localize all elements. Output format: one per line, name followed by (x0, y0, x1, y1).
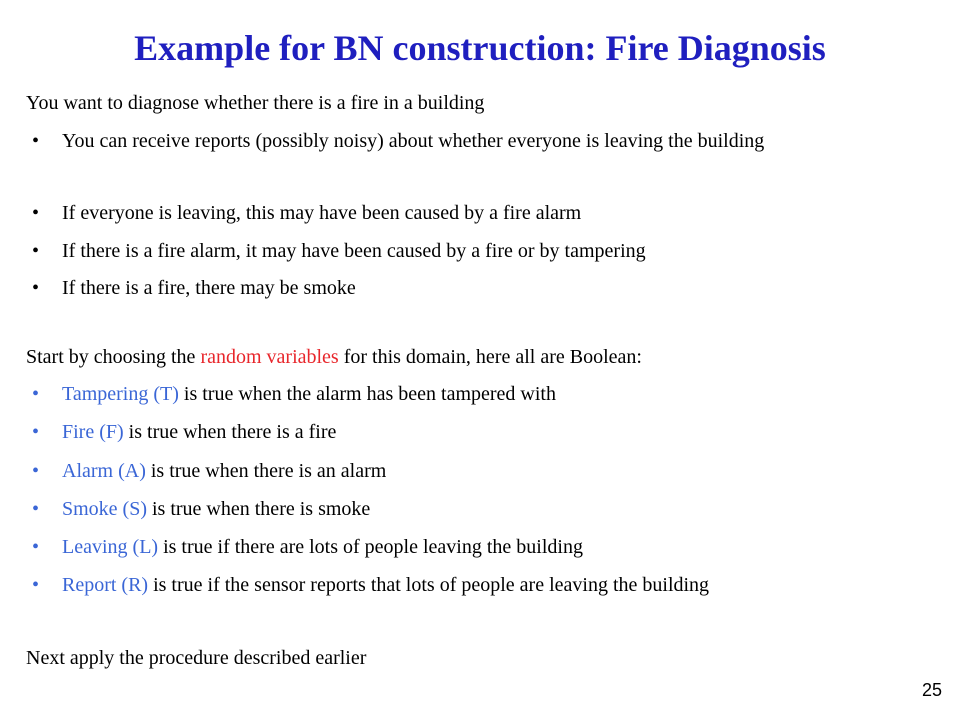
bullet-item (26, 239, 906, 264)
variable-name: Tampering (T) (62, 383, 179, 405)
variable-desc: is true when the alarm has been tampered with (178, 383, 556, 405)
start-text (26, 345, 642, 369)
intro-text: You want to diagnose whether there is a fire in a building (26, 92, 485, 114)
bullet-item (26, 201, 906, 226)
bullet-icon: • (32, 383, 40, 405)
variable-desc: is true when there is a fire (123, 421, 337, 443)
bullet-item (26, 276, 906, 301)
closing-text: Next apply the procedure described earlier (26, 647, 367, 669)
bullet-icon: • (32, 130, 40, 152)
bullet-text: If there is a fire, there may be smoke (62, 277, 356, 299)
bullet-text: If everyone is leaving, this may have been caused by a fire alarm (62, 202, 582, 224)
variable-desc: is true if there are lots of people leaving the building (158, 536, 583, 558)
random-variables-highlight: random variables (200, 346, 339, 368)
slide-title: Example for BN construction: Fire Diagnosis (134, 28, 826, 68)
bullet-icon: • (32, 498, 40, 520)
variable-item (26, 459, 906, 484)
variable-desc: is true if the sensor reports that lots of people are leaving the building (148, 574, 710, 596)
variable-item (26, 535, 906, 560)
variable-name: Fire (F) (62, 421, 124, 443)
variable-item (26, 573, 906, 598)
bullet-item (26, 129, 906, 154)
variable-name: Report (R) (62, 574, 149, 596)
bullet-icon: • (32, 536, 40, 558)
variable-desc: is true when there is an alarm (145, 460, 387, 482)
start-after: for this domain, here all are Boolean: (338, 346, 642, 368)
variable-name: Smoke (S) (62, 498, 147, 520)
page-number: 25 (921, 680, 942, 700)
variable-name: Alarm (A) (62, 460, 146, 482)
bullet-icon: • (32, 574, 40, 596)
bullet-icon: • (32, 240, 40, 262)
bullet-text: You can receive reports (possibly noisy) about whether everyone is leaving the building (62, 130, 765, 152)
bullet-text: If there is a fire alarm, it may have been caused by a fire or by tampering (62, 240, 646, 262)
bullet-icon: • (32, 460, 40, 482)
variable-desc: is true when there is smoke (147, 498, 371, 520)
variable-item (26, 497, 906, 522)
bullet-icon: • (32, 277, 40, 299)
bullet-icon: • (32, 202, 40, 224)
variable-item (26, 420, 906, 445)
variable-name: Leaving (L) (62, 536, 159, 558)
start-before: Start by choosing the (26, 346, 201, 368)
bullet-icon: • (32, 421, 40, 443)
variable-item (26, 382, 906, 407)
